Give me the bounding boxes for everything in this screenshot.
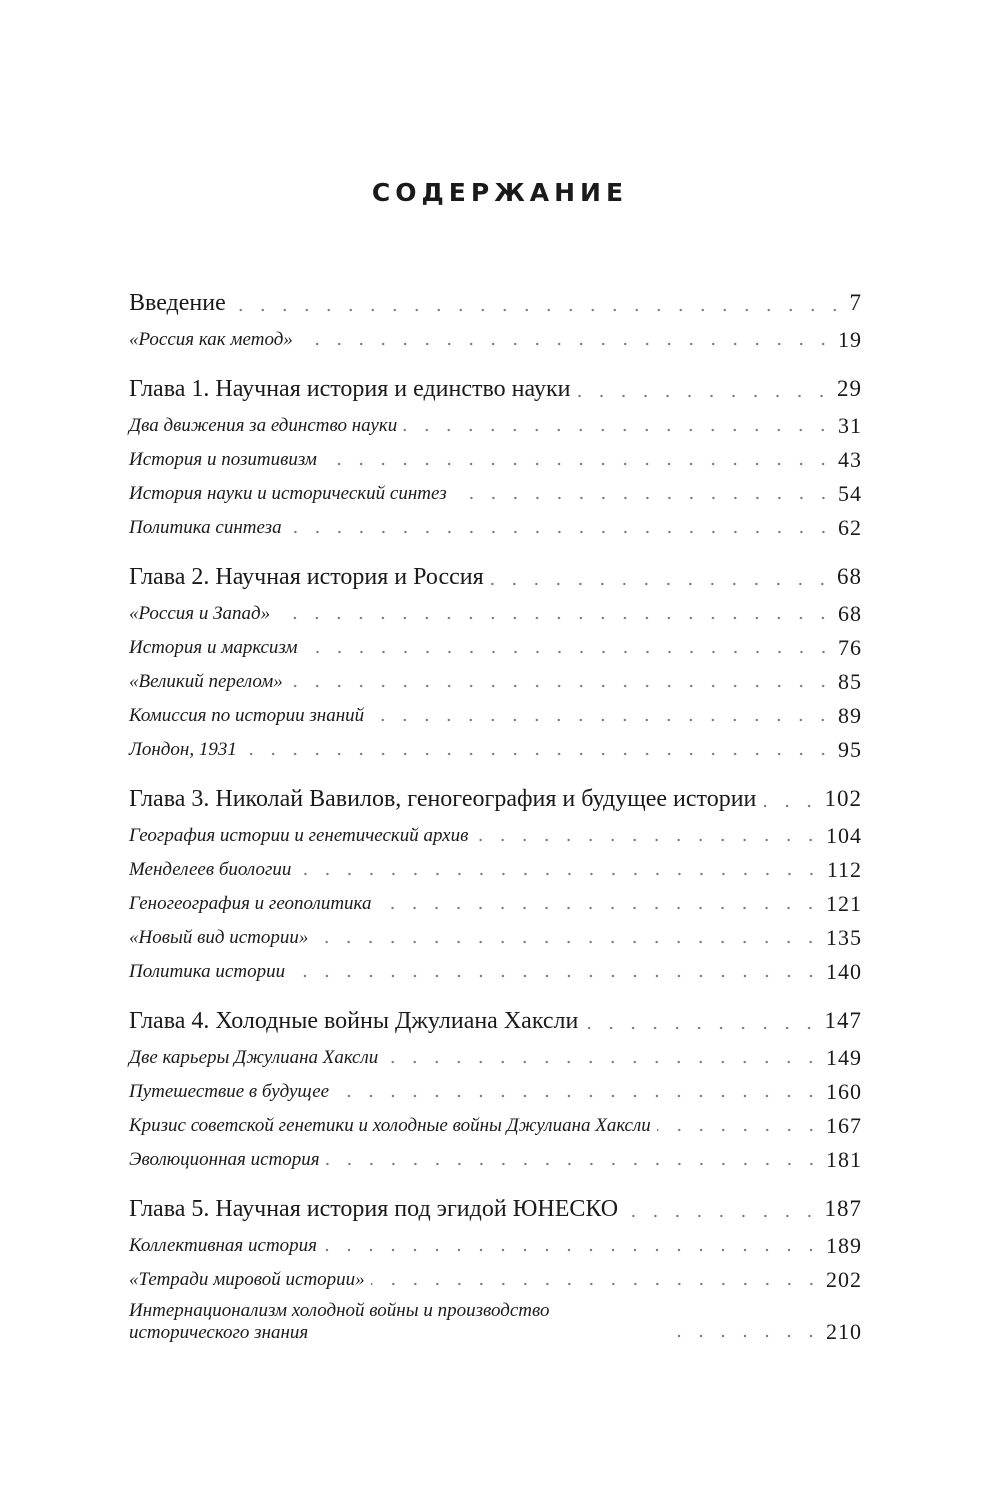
- toc-page-number: 210: [826, 1319, 862, 1344]
- toc-subsection-title: Менделеев биологии: [129, 859, 292, 880]
- dot-leader: [323, 1248, 822, 1252]
- toc-page-number: 95: [838, 737, 862, 762]
- toc-page-number: 85: [838, 669, 862, 694]
- toc-subsection-title: Политика синтеза: [129, 517, 282, 538]
- toc-section-chapter-2: [129, 562, 862, 766]
- dot-leader: [371, 1282, 822, 1286]
- toc-subsection-entry[interactable]: [129, 510, 862, 544]
- toc-chapter-entry[interactable]: [129, 1194, 862, 1228]
- toc-subsection-entry[interactable]: [129, 442, 862, 476]
- table-of-contents: [129, 288, 862, 1366]
- dot-leader: [584, 1026, 820, 1030]
- toc-page-number: 167: [826, 1113, 862, 1138]
- dot-leader: [576, 394, 833, 398]
- toc-subsection-title: «Тетради мировой истории»: [129, 1269, 365, 1290]
- toc-subsection-title: Политика истории: [129, 961, 286, 982]
- toc-subsection-entry[interactable]: [129, 920, 862, 954]
- toc-subsection-title: Две карьеры Джулиана Хаксли: [129, 1047, 379, 1068]
- dot-leader: [314, 940, 822, 944]
- toc-page-number: 29: [837, 376, 862, 401]
- dot-leader: [299, 342, 834, 346]
- toc-page-number: 112: [826, 857, 862, 882]
- toc-subsection-title: «Новый вид истории»: [129, 927, 309, 948]
- toc-page-number: 121: [826, 891, 862, 916]
- dot-leader: [377, 906, 822, 910]
- toc-section-introduction: [129, 288, 862, 356]
- toc-page-number: 135: [826, 925, 862, 950]
- toc-section-chapter-1: [129, 374, 862, 544]
- toc-page-number: 19: [838, 327, 862, 352]
- dot-leader: [323, 462, 834, 466]
- toc-subsection-title: История науки и исторический синтез: [129, 483, 447, 504]
- toc-page-number: 54: [838, 481, 862, 506]
- toc-subsection-title: Два движения за единство науки: [129, 415, 398, 436]
- toc-subsection-entry[interactable]: [129, 1262, 862, 1296]
- toc-subsection-title: Геногеография и геополитика: [129, 893, 372, 914]
- toc-page-number: 43: [838, 447, 862, 472]
- toc-section-chapter-4: [129, 1006, 862, 1176]
- toc-chapter-entry[interactable]: [129, 1006, 862, 1040]
- toc-subsection-title: «Россия и Запад»: [129, 603, 271, 624]
- toc-page-number: 160: [826, 1079, 862, 1104]
- dot-leader: [232, 308, 846, 312]
- toc-page-number: 104: [826, 823, 862, 848]
- toc-subsection-entry[interactable]: [129, 886, 862, 920]
- toc-subsection-title: Лондон, 1931: [129, 739, 237, 760]
- toc-page-number: 89: [838, 703, 862, 728]
- toc-chapter-title: Глава 1. Научная история и единство науки: [129, 376, 571, 402]
- toc-page-number: 31: [838, 413, 862, 438]
- toc-page-number: 187: [824, 1196, 862, 1221]
- toc-chapter-entry[interactable]: [129, 784, 862, 818]
- toc-chapter-title: Глава 3. Николай Вавилов, геногеография и будущее истории: [129, 786, 757, 812]
- toc-subsection-entry[interactable]: [129, 630, 862, 664]
- dot-leader: [335, 1094, 822, 1098]
- toc-subsection-title: Интернационализм холодной войны и производство исторического знания: [129, 1300, 550, 1343]
- toc-page-number: 76: [838, 635, 862, 660]
- toc-subsection-entry[interactable]: [129, 1296, 862, 1348]
- toc-page-number: 189: [826, 1233, 862, 1258]
- dot-leader: [304, 650, 835, 654]
- toc-subsection-entry[interactable]: [129, 1040, 862, 1074]
- toc-subsection-entry[interactable]: [129, 698, 862, 732]
- toc-subsection-title: История и позитивизм: [129, 449, 317, 470]
- toc-chapter-title: Глава 4. Холодные войны Джулиана Хаксли: [129, 1008, 579, 1034]
- toc-subsection-entry[interactable]: [129, 476, 862, 510]
- dot-leader: [370, 718, 834, 722]
- toc-subsection-entry[interactable]: [129, 408, 862, 442]
- toc-subsection-entry[interactable]: [129, 1074, 862, 1108]
- page-title: СОДЕРЖАНИЕ: [371, 178, 629, 207]
- dot-leader: [453, 496, 834, 500]
- toc-subsection-title: Кризис советской генетики и холодные войны Джулиана Хаксли: [129, 1115, 651, 1136]
- toc-subsection-entry[interactable]: [129, 1228, 862, 1262]
- toc-page-number: 202: [826, 1267, 862, 1292]
- toc-chapter-title: Глава 5. Научная история под эгидой ЮНЕСКО: [129, 1196, 619, 1222]
- toc-chapter-title: Глава 2. Научная история и Россия: [129, 564, 484, 590]
- toc-chapter-entry[interactable]: [129, 374, 862, 408]
- dot-leader: [276, 616, 834, 620]
- dot-leader: [657, 1128, 822, 1132]
- toc-page-number: 102: [824, 786, 862, 811]
- toc-page-number: 68: [837, 564, 862, 589]
- toc-subsection-entry[interactable]: [129, 1108, 862, 1142]
- dot-leader: [243, 752, 834, 756]
- toc-page-number: 62: [838, 515, 862, 540]
- dot-leader: [384, 1060, 822, 1064]
- toc-subsection-title: Эволюционная история: [129, 1149, 320, 1170]
- dot-leader: [289, 684, 834, 688]
- toc-subsection-title: История и марксизм: [129, 637, 298, 658]
- dot-leader: [403, 428, 834, 432]
- dot-leader: [762, 804, 820, 808]
- toc-chapter-entry[interactable]: [129, 562, 862, 596]
- toc-page-number: 181: [826, 1147, 862, 1172]
- toc-page-number: 140: [826, 959, 862, 984]
- toc-section-chapter-5: [129, 1194, 862, 1348]
- toc-chapter-entry[interactable]: [129, 288, 862, 322]
- toc-subsection-entry[interactable]: [129, 596, 862, 630]
- toc-section-chapter-3: [129, 784, 862, 988]
- toc-subsection-entry[interactable]: [129, 852, 862, 886]
- toc-subsection-entry[interactable]: [129, 1142, 862, 1176]
- dot-leader: [288, 530, 834, 534]
- toc-subsection-entry[interactable]: [129, 954, 862, 988]
- dot-leader: [474, 838, 822, 842]
- dot-leader: [624, 1214, 820, 1218]
- dot-leader: [297, 872, 822, 876]
- dot-leader: [675, 1334, 822, 1338]
- toc-subsection-entry[interactable]: [129, 732, 862, 766]
- toc-page-number: 7: [849, 290, 862, 315]
- toc-page-number: 147: [824, 1008, 862, 1033]
- toc-subsection-title: «Великий перелом»: [129, 671, 283, 692]
- toc-subsection-entry[interactable]: [129, 664, 862, 698]
- dot-leader: [326, 1162, 822, 1166]
- dot-leader: [490, 582, 833, 586]
- toc-subsection-title: «Россия как метод»: [129, 329, 293, 350]
- dot-leader: [291, 974, 822, 978]
- toc-subsection-entry[interactable]: [129, 818, 862, 852]
- toc-subsection-entry[interactable]: [129, 322, 862, 356]
- toc-subsection-title: Комиссия по истории знаний: [129, 705, 365, 726]
- toc-subsection-title: География истории и генетический архив: [129, 825, 469, 846]
- toc-page-number: 149: [826, 1045, 862, 1070]
- toc-chapter-title: Введение: [129, 290, 226, 316]
- toc-page-number: 68: [838, 601, 862, 626]
- toc-subsection-title: Путешествие в будущее: [129, 1081, 330, 1102]
- toc-subsection-title: Коллективная история: [129, 1235, 317, 1256]
